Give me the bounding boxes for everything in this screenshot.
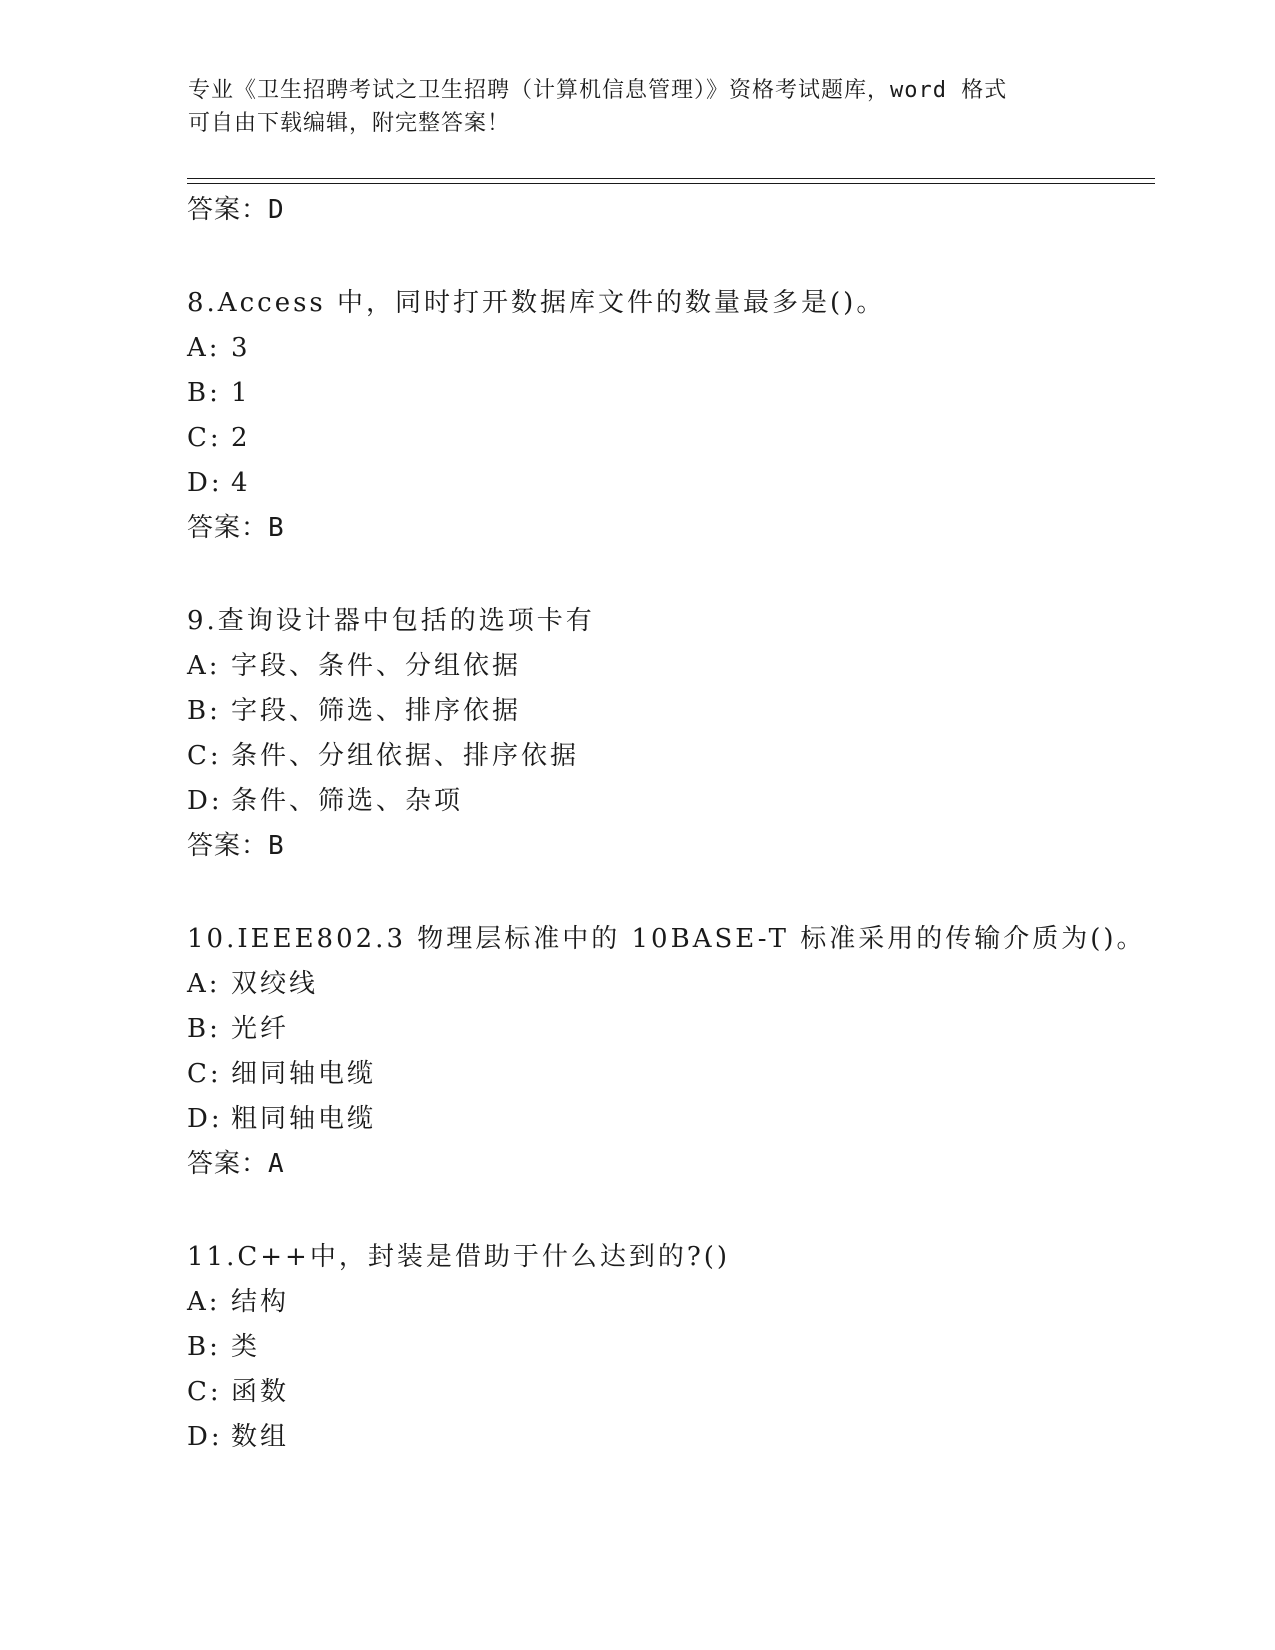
option-text: 光纤 bbox=[231, 1014, 290, 1044]
option-letter: D: bbox=[187, 1422, 223, 1452]
answer-line: 答案：B bbox=[187, 831, 285, 861]
option-letter: A: bbox=[187, 1287, 221, 1317]
question-text: 10.IEEE802.3 物理层标准中的 10BASE-T 标准采用的传输介质为()。 bbox=[187, 924, 1146, 954]
option-letter: C: bbox=[187, 423, 222, 453]
option-text: 2 bbox=[231, 423, 251, 453]
option-c bbox=[187, 1370, 1167, 1415]
question-text: 11.C++中，封装是借助于什么达到的?() bbox=[187, 1242, 731, 1272]
option-a bbox=[187, 1280, 1167, 1325]
header-line-1: 专业《卫生招聘考试之卫生招聘（计算机信息管理）》资格考试题库，word 格式 bbox=[188, 78, 1008, 103]
option-d bbox=[187, 779, 1167, 824]
option-letter: C: bbox=[187, 1059, 222, 1089]
document-header bbox=[188, 74, 1088, 140]
option-text: 字段、条件、分组依据 bbox=[231, 651, 522, 681]
option-b bbox=[187, 1007, 1167, 1052]
option-a bbox=[187, 326, 1167, 371]
option-letter: D: bbox=[187, 786, 223, 816]
option-text: 函数 bbox=[231, 1377, 290, 1407]
question-list bbox=[187, 188, 1167, 1460]
question-text: 8.Access 中，同时打开数据库文件的数量最多是()。 bbox=[187, 288, 886, 318]
option-text: 结构 bbox=[231, 1287, 290, 1317]
option-letter: A: bbox=[187, 333, 221, 363]
option-text: 细同轴电缆 bbox=[231, 1059, 377, 1089]
option-b bbox=[187, 1325, 1167, 1370]
option-letter: B: bbox=[187, 1332, 221, 1362]
option-letter: D: bbox=[187, 1104, 223, 1134]
option-text: 字段、筛选、排序依据 bbox=[231, 696, 522, 726]
option-text: 数组 bbox=[231, 1422, 290, 1452]
option-letter: B: bbox=[187, 378, 221, 408]
option-letter: B: bbox=[187, 696, 221, 726]
option-letter: C: bbox=[187, 1377, 222, 1407]
option-d bbox=[187, 1097, 1167, 1142]
answer-line: 答案：B bbox=[187, 513, 285, 543]
option-c bbox=[187, 1052, 1167, 1097]
option-letter: B: bbox=[187, 1014, 221, 1044]
option-letter: D: bbox=[187, 468, 223, 498]
option-text: 4 bbox=[231, 468, 251, 498]
option-b bbox=[187, 689, 1167, 734]
option-c bbox=[187, 734, 1167, 779]
option-d bbox=[187, 1415, 1167, 1460]
question-text: 9.查询设计器中包括的选项卡有 bbox=[187, 606, 595, 636]
answer-line: 答案：D bbox=[187, 195, 285, 225]
option-letter: A: bbox=[187, 651, 221, 681]
header-rule-top bbox=[187, 178, 1155, 179]
option-text: 1 bbox=[231, 378, 251, 408]
option-a bbox=[187, 644, 1167, 689]
option-text: 条件、分组依据、排序依据 bbox=[231, 741, 580, 771]
header-rule-bottom bbox=[187, 183, 1155, 184]
option-letter: C: bbox=[187, 741, 222, 771]
option-a bbox=[187, 962, 1167, 1007]
option-text: 粗同轴电缆 bbox=[231, 1104, 377, 1134]
option-text: 双绞线 bbox=[231, 969, 319, 999]
option-text: 3 bbox=[231, 333, 251, 363]
option-letter: A: bbox=[187, 969, 221, 999]
header-line-2: 可自由下载编辑，附完整答案！ bbox=[188, 111, 511, 136]
answer-line: 答案：A bbox=[187, 1149, 285, 1179]
option-b bbox=[187, 371, 1167, 416]
option-c bbox=[187, 416, 1167, 461]
option-text: 条件、筛选、杂项 bbox=[231, 786, 464, 816]
option-text: 类 bbox=[231, 1332, 261, 1362]
option-d bbox=[187, 461, 1167, 506]
